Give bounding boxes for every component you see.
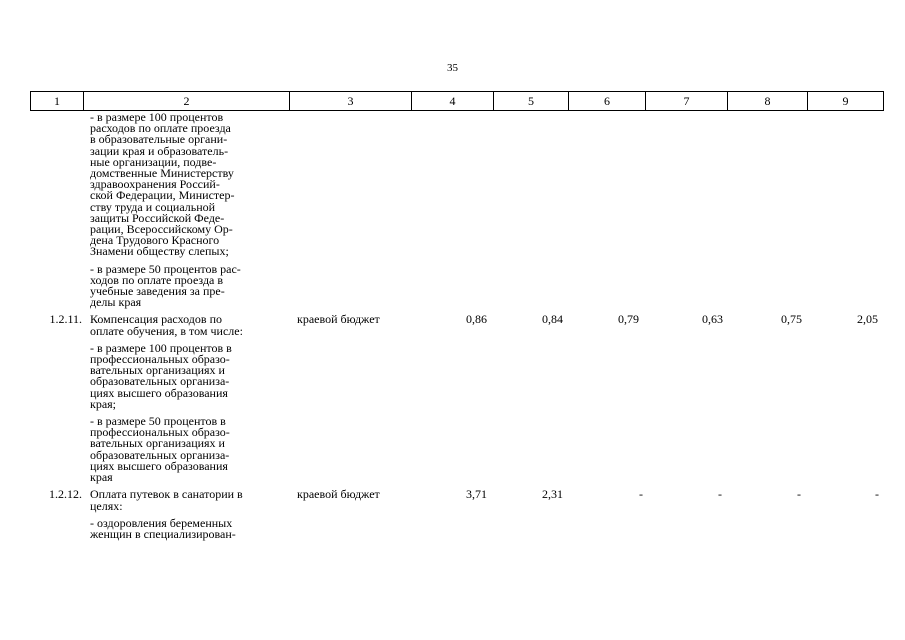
column-header-8: 8 — [728, 92, 808, 111]
column-header-table — [30, 91, 884, 111]
column-header-row — [31, 92, 884, 111]
page-number: 35 — [447, 62, 458, 74]
value-col-6: - — [639, 487, 643, 502]
value-col-4: 3,71 — [466, 487, 487, 502]
column-header-2: 2 — [84, 92, 290, 111]
column-header-1: 1 — [31, 92, 84, 111]
bullet-item: - в размере 100 процентов расходов по оплате проезда в образовательные органи- зации края и образователь- ные организации, подве- домственные Министерству здравоохранения Россий- ской Федерации, Министер- ству труда и социальной защиты Российской Феде- рации, Всероссийскому Ор- дена Трудового Красного Знамени обществу слепых; — [90, 110, 235, 259]
bullet-item: - в размере 50 процентов рас- ходов по оплате проезда в учебные заведения за пре- делы края — [90, 261, 241, 310]
bullet-item: - в размере 100 процентов в профессиональных образо- вательных организациях и образовательных организа- циях высшего образования края; — [90, 340, 232, 411]
value-col-6: 0,79 — [618, 312, 639, 327]
row-number: 1.2.12. — [49, 487, 82, 502]
value-col-8: 0,75 — [781, 312, 802, 327]
table-row — [30, 489, 884, 540]
value-col-5: 0,84 — [542, 312, 563, 327]
column-header-9: 9 — [808, 92, 884, 111]
column-header-7: 7 — [646, 92, 728, 111]
value-col-9: 2,05 — [857, 312, 878, 327]
value-col-7: - — [718, 487, 722, 502]
value-col-7: 0,63 — [702, 312, 723, 327]
value-col-5: 2,31 — [542, 487, 563, 502]
bullet-item: - оздоровления беременных женщин в специализирован- — [90, 515, 236, 541]
row-title: Компенсация расходов по оплате обучения, в том числе: — [90, 312, 243, 338]
row-number: 1.2.11. — [49, 312, 82, 327]
column-header-6: 6 — [569, 92, 646, 111]
row-title: Оплата путевок в санатории в целях: — [90, 487, 243, 513]
column-header-3: 3 — [290, 92, 412, 111]
funding-source: краевой бюджет — [297, 487, 380, 502]
value-col-4: 0,86 — [466, 312, 487, 327]
value-col-8: - — [797, 487, 801, 502]
continuation-block — [30, 112, 884, 314]
column-header-5: 5 — [494, 92, 569, 111]
funding-source: краевой бюджет — [297, 312, 380, 327]
table-row — [30, 314, 884, 489]
value-col-9: - — [875, 487, 879, 502]
column-header-4: 4 — [412, 92, 494, 111]
table-body — [30, 112, 884, 540]
bullet-item: - в размере 50 процентов в профессиональных образо- вательных организациях и образовательных организа- циях высшего образования края — [90, 414, 230, 485]
